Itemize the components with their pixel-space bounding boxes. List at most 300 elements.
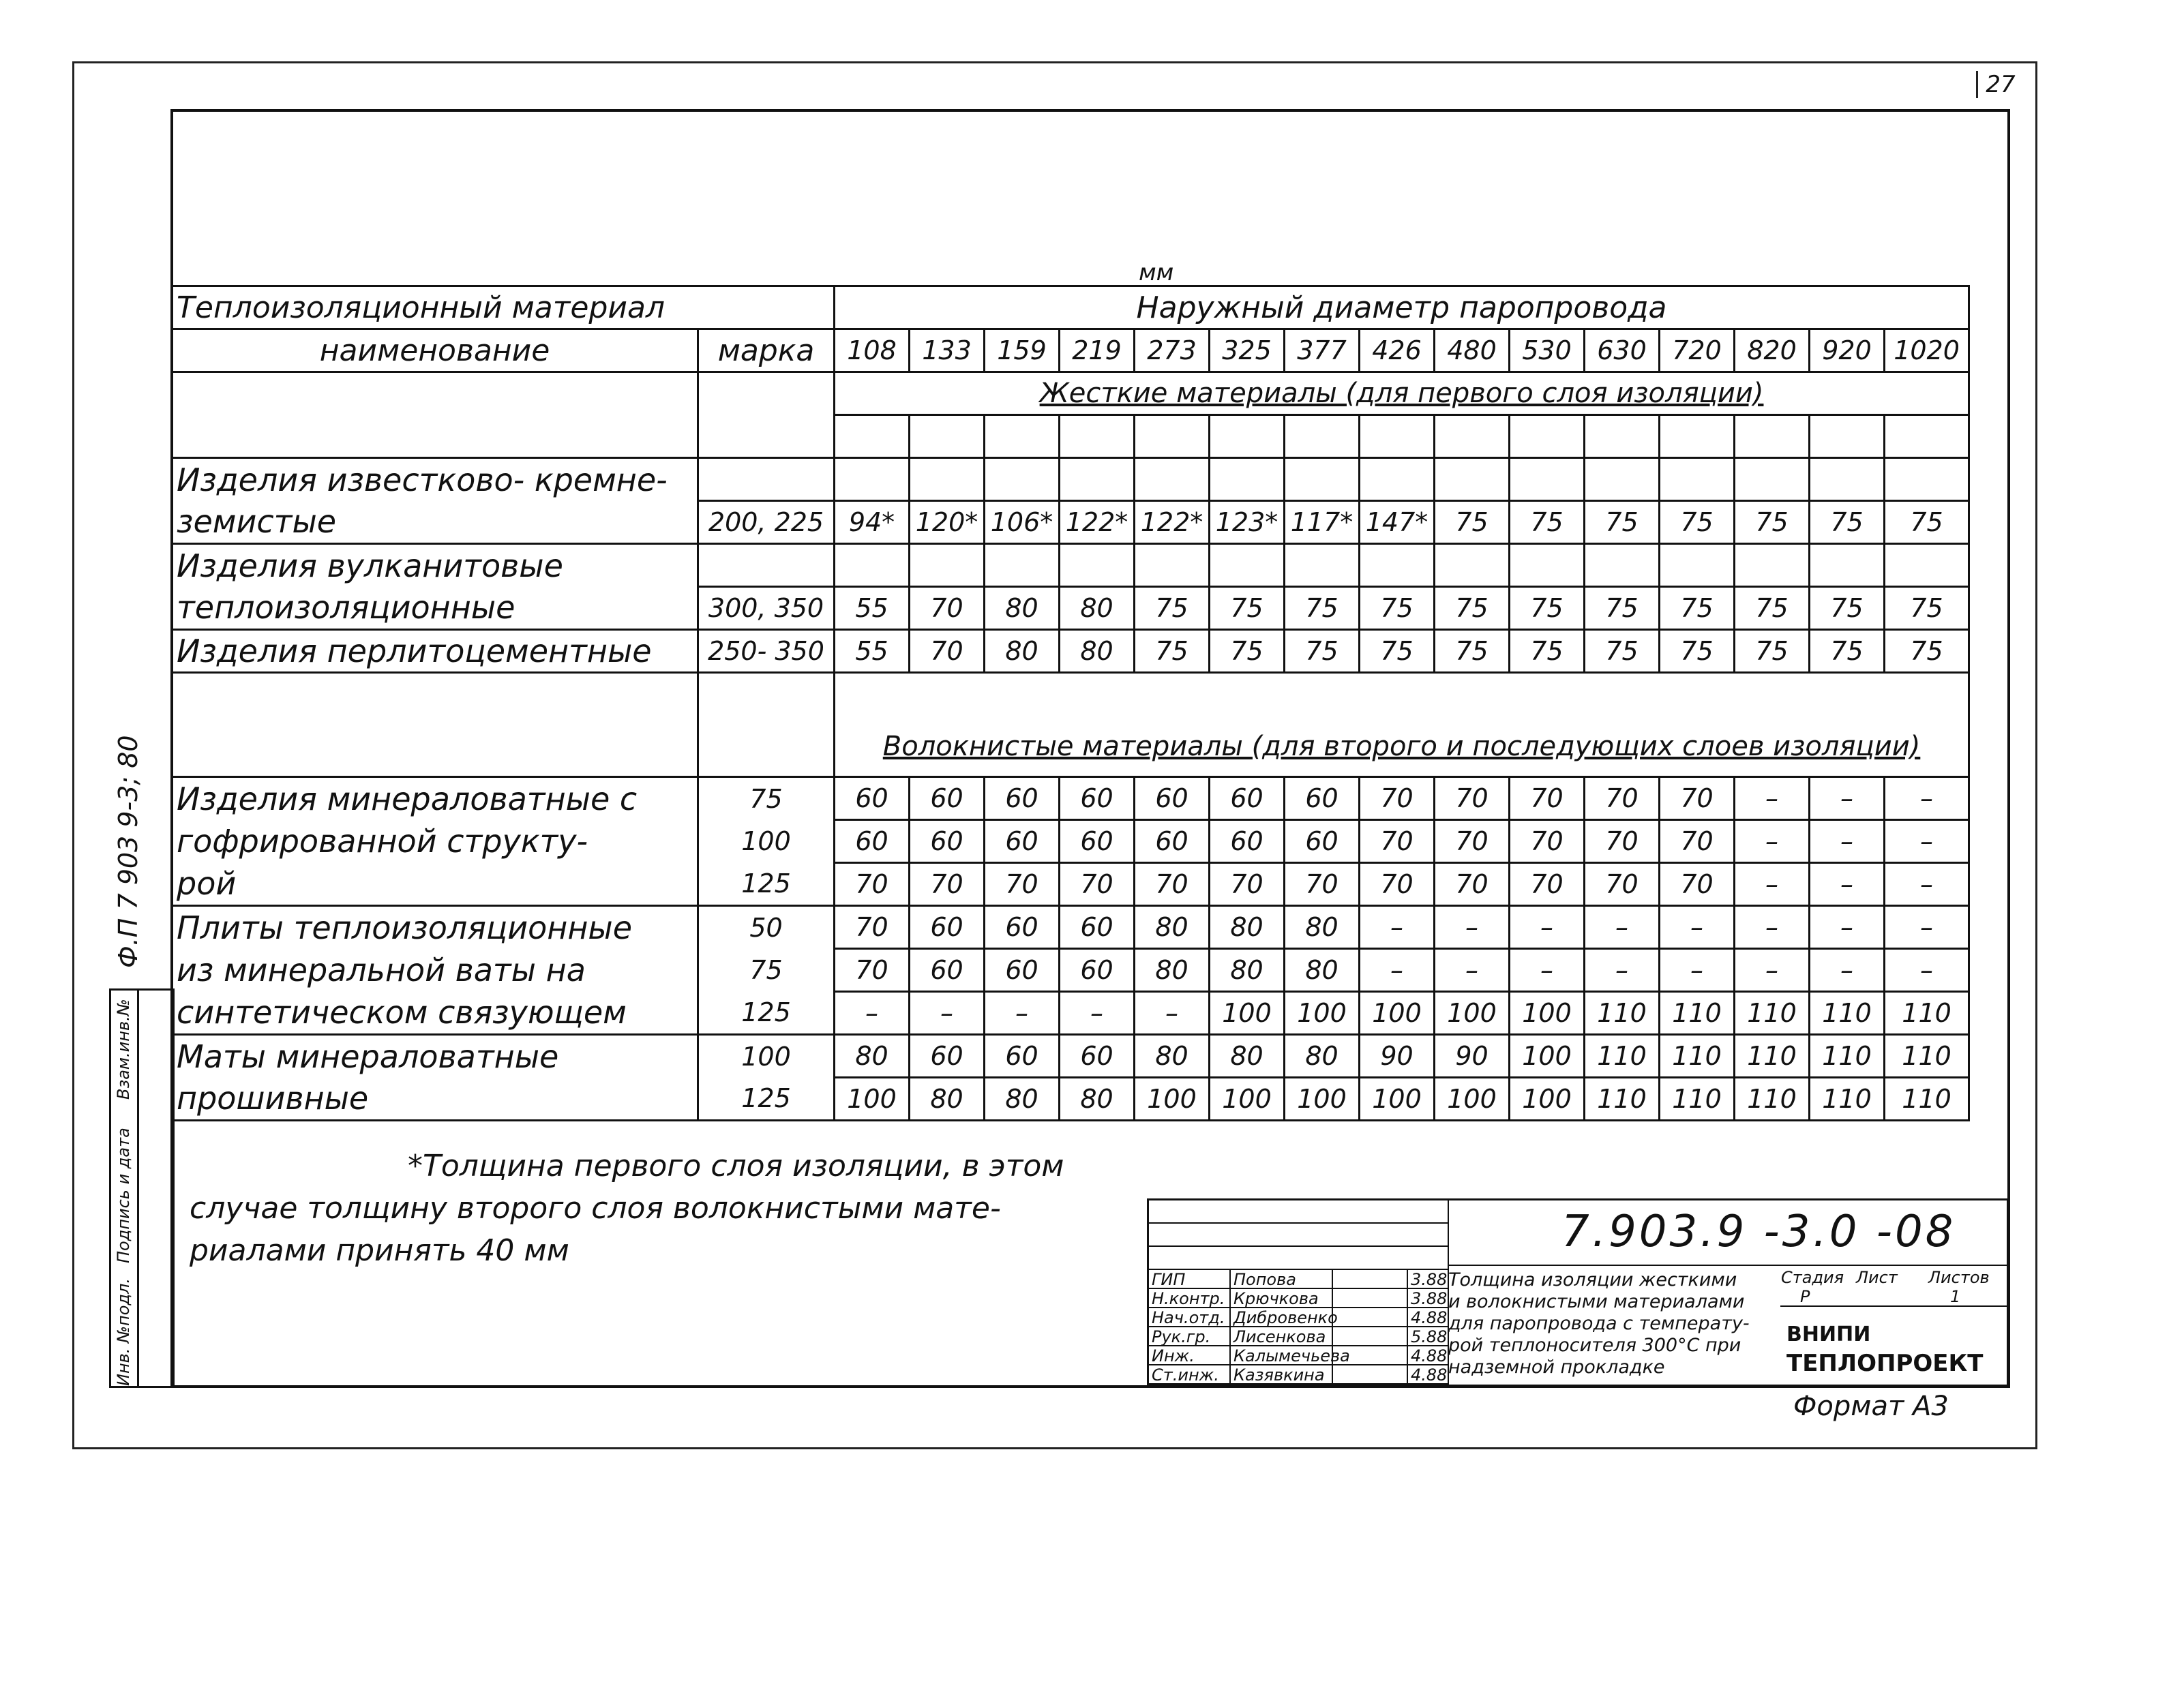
material-grade: 300, 350 bbox=[698, 587, 835, 630]
material-name: Изделия минераловатные с bbox=[172, 777, 698, 820]
blank-cell bbox=[172, 673, 698, 777]
thickness-cell: 60 bbox=[1060, 906, 1135, 949]
thickness-cell: – bbox=[1735, 949, 1810, 992]
thickness-cell: 110 bbox=[1885, 1035, 1969, 1078]
thickness-cell: – bbox=[1660, 906, 1735, 949]
thickness-cell: 110 bbox=[1585, 1035, 1660, 1078]
thickness-cell: 75 bbox=[1735, 630, 1810, 673]
diameter-header: 159 bbox=[985, 329, 1060, 372]
signature bbox=[1333, 1365, 1408, 1385]
thickness-cell: 70 bbox=[1360, 863, 1435, 906]
thickness-cell: 117* bbox=[1285, 501, 1360, 544]
thickness-cell: 70 bbox=[910, 863, 985, 906]
footnote-line: риалами принять 40 мм bbox=[190, 1233, 569, 1268]
blank-cell bbox=[1285, 415, 1360, 458]
sign-date: 3.88 bbox=[1408, 1270, 1449, 1289]
thickness-cell: – bbox=[1135, 992, 1210, 1035]
thickness-cell: 106* bbox=[985, 501, 1060, 544]
diameter-header: 219 bbox=[1060, 329, 1135, 372]
blank-cell bbox=[1060, 415, 1135, 458]
thickness-cell: 110 bbox=[1810, 992, 1885, 1035]
thickness-cell: 80 bbox=[910, 1078, 985, 1121]
thickness-cell: 80 bbox=[985, 587, 1060, 630]
thickness-cell: – bbox=[1510, 906, 1585, 949]
thickness-cell: 75 bbox=[1360, 587, 1435, 630]
thickness-cell: 80 bbox=[985, 1078, 1060, 1121]
blank-cell bbox=[1885, 458, 1969, 501]
thickness-cell: 75 bbox=[1885, 501, 1969, 544]
signer-name: Попова bbox=[1231, 1270, 1333, 1289]
thickness-cell: 75 bbox=[1285, 587, 1360, 630]
thickness-cell: 100 bbox=[1435, 1078, 1510, 1121]
thickness-cell: 75 bbox=[1435, 587, 1510, 630]
thickness-cell: 110 bbox=[1810, 1035, 1885, 1078]
blank-cell bbox=[1510, 458, 1585, 501]
thickness-cell: 75 bbox=[1510, 630, 1585, 673]
blank-cell bbox=[1285, 458, 1360, 501]
blank-cell bbox=[1885, 544, 1969, 587]
thickness-cell: 60 bbox=[835, 777, 910, 820]
blank-cell bbox=[1660, 415, 1735, 458]
material-grade: 200, 225 bbox=[698, 501, 835, 544]
blank-cell bbox=[1885, 415, 1969, 458]
org-name-line2: ТЕПЛОПРОЕКТ bbox=[1786, 1350, 1984, 1377]
thickness-cell: 75 bbox=[1885, 630, 1969, 673]
thickness-cell: 60 bbox=[910, 906, 985, 949]
blank-cell bbox=[698, 372, 835, 458]
thickness-cell: – bbox=[985, 992, 1060, 1035]
thickness-cell: 70 bbox=[1435, 863, 1510, 906]
thickness-cell: 75 bbox=[1810, 630, 1885, 673]
thickness-cell: 60 bbox=[1210, 820, 1285, 863]
thickness-cell: – bbox=[1810, 949, 1885, 992]
thickness-cell: 70 bbox=[1360, 777, 1435, 820]
thickness-cell: 110 bbox=[1810, 1078, 1885, 1121]
stage-value: Р bbox=[1800, 1287, 1810, 1306]
footnote-line: случае толщину второго слоя волокнистыми мате- bbox=[190, 1191, 1001, 1226]
thickness-cell: 75 bbox=[1735, 501, 1810, 544]
thickness-cell: – bbox=[1510, 949, 1585, 992]
thickness-cell: – bbox=[910, 992, 985, 1035]
side-code: Ф.П 7 903 9-3; 80 bbox=[113, 735, 143, 968]
thickness-cell: 100 bbox=[1210, 992, 1285, 1035]
thickness-cell: – bbox=[1360, 906, 1435, 949]
blank-cell bbox=[1810, 458, 1885, 501]
blank-cell bbox=[985, 458, 1060, 501]
thickness-cell: 60 bbox=[1285, 820, 1360, 863]
material-grade: 100 bbox=[698, 1035, 835, 1078]
thickness-cell: 60 bbox=[1060, 820, 1135, 863]
diameter-header: 108 bbox=[835, 329, 910, 372]
signer-role: Инж. bbox=[1149, 1346, 1231, 1365]
blank-cell bbox=[698, 458, 835, 501]
diameter-header: 426 bbox=[1360, 329, 1435, 372]
thickness-cell: 100 bbox=[1360, 992, 1435, 1035]
blank-cell bbox=[1585, 544, 1660, 587]
thickness-cell: 70 bbox=[1585, 777, 1660, 820]
thickness-cell: – bbox=[1435, 906, 1510, 949]
thickness-cell: 70 bbox=[835, 863, 910, 906]
sign-date: 4.88 bbox=[1408, 1365, 1449, 1385]
thickness-cell: – bbox=[1360, 949, 1435, 992]
insulation-table bbox=[170, 285, 1970, 1121]
thickness-cell: 70 bbox=[1210, 863, 1285, 906]
blank-cell bbox=[910, 415, 985, 458]
thickness-cell: 75 bbox=[1135, 587, 1210, 630]
thickness-cell: 70 bbox=[1510, 820, 1585, 863]
title-line: надземной прокладке bbox=[1448, 1357, 1665, 1378]
signature bbox=[1333, 1270, 1408, 1289]
blank-cell bbox=[1585, 458, 1660, 501]
material-name: Маты минераловатные bbox=[172, 1035, 698, 1078]
blank-cell bbox=[172, 372, 698, 458]
material-grade: 75 bbox=[698, 949, 835, 992]
blank-cell bbox=[1210, 458, 1285, 501]
material-name: гофрированной структу- bbox=[172, 820, 698, 863]
blank-cell bbox=[985, 544, 1060, 587]
thickness-cell: 80 bbox=[1210, 906, 1285, 949]
thickness-cell: 70 bbox=[1360, 820, 1435, 863]
thickness-cell: 70 bbox=[1585, 863, 1660, 906]
thickness-cell: 75 bbox=[1435, 501, 1510, 544]
thickness-cell: 80 bbox=[1135, 906, 1210, 949]
thickness-cell: 80 bbox=[1135, 1035, 1210, 1078]
thickness-cell: 70 bbox=[1660, 863, 1735, 906]
thickness-cell: 80 bbox=[1285, 1035, 1360, 1078]
blank-cell bbox=[1435, 415, 1510, 458]
thickness-cell: 60 bbox=[1135, 777, 1210, 820]
thickness-cell: 60 bbox=[985, 1035, 1060, 1078]
diameter-header: 630 bbox=[1585, 329, 1660, 372]
thickness-cell: – bbox=[1885, 777, 1969, 820]
stamp-inv-orig: Инв. №подл. bbox=[114, 1278, 133, 1386]
material-grade: 125 bbox=[698, 1078, 835, 1121]
thickness-cell: – bbox=[1810, 777, 1885, 820]
thickness-cell: 80 bbox=[1060, 1078, 1135, 1121]
stamp-replace-inv: Взам.инв.№ bbox=[114, 999, 133, 1100]
diameter-header: 325 bbox=[1210, 329, 1285, 372]
thickness-cell: 80 bbox=[835, 1035, 910, 1078]
diameter-header: 133 bbox=[910, 329, 985, 372]
thickness-cell: 60 bbox=[985, 777, 1060, 820]
thickness-cell: 60 bbox=[1060, 777, 1135, 820]
signature bbox=[1333, 1289, 1408, 1308]
thickness-cell: – bbox=[1885, 820, 1969, 863]
thickness-cell: 75 bbox=[1585, 501, 1660, 544]
blank-cell bbox=[1135, 415, 1210, 458]
thickness-cell: – bbox=[1060, 992, 1135, 1035]
thickness-cell: 94* bbox=[835, 501, 910, 544]
material-grade: 50 bbox=[698, 906, 835, 949]
signer-name: Казявкина bbox=[1231, 1365, 1333, 1385]
title-line: и волокнистыми материалами bbox=[1448, 1291, 1745, 1312]
thickness-cell: 100 bbox=[1510, 1078, 1585, 1121]
blank-cell bbox=[1510, 415, 1585, 458]
thickness-cell: 70 bbox=[910, 630, 985, 673]
thickness-cell: – bbox=[1885, 863, 1969, 906]
thickness-cell: 60 bbox=[1060, 949, 1135, 992]
blank-cell bbox=[835, 544, 910, 587]
blank-cell bbox=[1660, 544, 1735, 587]
blank-cell bbox=[698, 544, 835, 587]
thickness-cell: 110 bbox=[1585, 992, 1660, 1035]
material-name: Изделия вулканитовые bbox=[172, 544, 698, 587]
diameter-header: 273 bbox=[1135, 329, 1210, 372]
blank-cell bbox=[1810, 544, 1885, 587]
thickness-cell: 75 bbox=[1510, 501, 1585, 544]
thickness-cell: 55 bbox=[835, 587, 910, 630]
signature bbox=[1333, 1308, 1408, 1327]
thickness-cell: 70 bbox=[1660, 820, 1735, 863]
diameter-group-header: Наружный диаметр паропровода bbox=[835, 286, 1969, 329]
material-name: прошивные bbox=[172, 1078, 698, 1121]
material-grade: 75 bbox=[698, 777, 835, 820]
blank-cell bbox=[1360, 544, 1435, 587]
thickness-cell: 70 bbox=[1285, 863, 1360, 906]
signer-role: ГИП bbox=[1149, 1270, 1231, 1289]
material-name: теплоизоляционные bbox=[172, 587, 698, 630]
thickness-cell: – bbox=[1585, 906, 1660, 949]
signer-role: Нач.отд. bbox=[1149, 1308, 1231, 1327]
blank-cell bbox=[910, 544, 985, 587]
thickness-cell: 70 bbox=[1660, 777, 1735, 820]
thickness-cell: 70 bbox=[1060, 863, 1135, 906]
thickness-cell: 75 bbox=[1660, 630, 1735, 673]
blank-cell bbox=[985, 415, 1060, 458]
sheets-label: Листов bbox=[1928, 1268, 1990, 1287]
signature bbox=[1333, 1346, 1408, 1365]
thickness-cell: 90 bbox=[1360, 1035, 1435, 1078]
thickness-cell: 70 bbox=[835, 949, 910, 992]
thickness-cell: 60 bbox=[835, 820, 910, 863]
grade-column-header: марка bbox=[698, 329, 835, 372]
blank-cell bbox=[1435, 458, 1510, 501]
thickness-cell: 60 bbox=[910, 949, 985, 992]
thickness-cell: 80 bbox=[1210, 949, 1285, 992]
org-name-line1: ВНИПИ bbox=[1786, 1323, 1871, 1346]
thickness-cell: – bbox=[1735, 906, 1810, 949]
blank-cell bbox=[1210, 544, 1285, 587]
blank-cell bbox=[835, 458, 910, 501]
thickness-cell: 75 bbox=[1810, 501, 1885, 544]
rigid-section-title: Жесткие материалы (для первого слоя изоляции) bbox=[835, 372, 1969, 415]
blank-cell bbox=[1060, 458, 1135, 501]
signer-name: Лисенкова bbox=[1231, 1327, 1333, 1346]
blank-cell bbox=[1735, 458, 1810, 501]
thickness-cell: 122* bbox=[1135, 501, 1210, 544]
diameter-header: 820 bbox=[1735, 329, 1810, 372]
thickness-cell: 60 bbox=[1060, 1035, 1135, 1078]
signature bbox=[1333, 1327, 1408, 1346]
fibrous-section-title: Волокнистые материалы (для второго и последующих слоев изоляции) bbox=[835, 673, 1969, 777]
document-title bbox=[1448, 1269, 1769, 1378]
thickness-cell: 60 bbox=[910, 1035, 985, 1078]
thickness-cell: 110 bbox=[1735, 1035, 1810, 1078]
material-grade: 125 bbox=[698, 992, 835, 1035]
name-column-header: наименование bbox=[172, 329, 698, 372]
thickness-cell: 75 bbox=[1210, 587, 1285, 630]
blank-cell bbox=[1060, 544, 1135, 587]
thickness-cell: 60 bbox=[1135, 820, 1210, 863]
sign-date: 3.88 bbox=[1408, 1289, 1449, 1308]
material-group-header: Теплоизоляционный материал bbox=[172, 286, 835, 329]
footnote-line: *Толщина первого слоя изоляции, в этом bbox=[408, 1149, 1064, 1183]
blank-cell bbox=[1435, 544, 1510, 587]
thickness-cell: 100 bbox=[1435, 992, 1510, 1035]
thickness-cell: 75 bbox=[1885, 587, 1969, 630]
material-grade: 250- 350 bbox=[698, 630, 835, 673]
thickness-cell: 70 bbox=[1510, 863, 1585, 906]
thickness-cell: 123* bbox=[1210, 501, 1285, 544]
thickness-cell: 80 bbox=[1210, 1035, 1285, 1078]
thickness-cell: 75 bbox=[1585, 587, 1660, 630]
thickness-cell: 75 bbox=[1285, 630, 1360, 673]
blank-cell bbox=[1135, 458, 1210, 501]
document-number: 7.903.9 -3.0 -08 bbox=[1561, 1207, 1956, 1257]
thickness-cell: 60 bbox=[1210, 777, 1285, 820]
blank-cell bbox=[1585, 415, 1660, 458]
thickness-cell: 60 bbox=[910, 777, 985, 820]
thickness-cell: 100 bbox=[1285, 1078, 1360, 1121]
material-name: синтетическом связующем bbox=[172, 992, 698, 1035]
thickness-cell: 70 bbox=[1585, 820, 1660, 863]
side-stamp bbox=[109, 988, 175, 1388]
thickness-cell: 80 bbox=[985, 630, 1060, 673]
diameter-header: 377 bbox=[1285, 329, 1360, 372]
thickness-cell: 100 bbox=[1510, 992, 1585, 1035]
thickness-cell: 60 bbox=[985, 949, 1060, 992]
thickness-cell: 80 bbox=[1135, 949, 1210, 992]
signer-role: Рук.гр. bbox=[1149, 1327, 1231, 1346]
units-label: мм bbox=[1139, 259, 1174, 286]
thickness-cell: 75 bbox=[1135, 630, 1210, 673]
thickness-cell: – bbox=[1660, 949, 1735, 992]
thickness-cell: 80 bbox=[1285, 906, 1360, 949]
thickness-cell: – bbox=[1885, 906, 1969, 949]
sheet-number: 27 bbox=[1976, 71, 2023, 98]
thickness-cell: 75 bbox=[1735, 587, 1810, 630]
stamp-signature-date: Подпись и дата bbox=[114, 1128, 133, 1263]
blank-cell bbox=[1360, 415, 1435, 458]
thickness-cell: 100 bbox=[1135, 1078, 1210, 1121]
thickness-cell: 120* bbox=[910, 501, 985, 544]
blank-cell bbox=[1135, 544, 1210, 587]
thickness-cell: 80 bbox=[1060, 630, 1135, 673]
thickness-cell: 75 bbox=[1360, 630, 1435, 673]
blank-cell bbox=[1660, 458, 1735, 501]
diameter-header: 530 bbox=[1510, 329, 1585, 372]
thickness-cell: – bbox=[1735, 777, 1810, 820]
blank-cell bbox=[1735, 415, 1810, 458]
material-name: из минеральной ваты на bbox=[172, 949, 698, 992]
title-line: рой теплоносителя 300°С при bbox=[1448, 1335, 1741, 1356]
thickness-cell: 70 bbox=[1435, 777, 1510, 820]
thickness-cell: 110 bbox=[1735, 992, 1810, 1035]
thickness-cell: – bbox=[1810, 906, 1885, 949]
thickness-cell: 75 bbox=[1210, 630, 1285, 673]
thickness-cell: 70 bbox=[835, 906, 910, 949]
thickness-cell: 110 bbox=[1885, 992, 1969, 1035]
sign-date: 5.88 bbox=[1408, 1327, 1449, 1346]
thickness-cell: 70 bbox=[910, 587, 985, 630]
thickness-cell: 80 bbox=[1060, 587, 1135, 630]
thickness-cell: 110 bbox=[1885, 1078, 1969, 1121]
blank-cell bbox=[1285, 544, 1360, 587]
blank-cell bbox=[698, 673, 835, 777]
thickness-cell: 110 bbox=[1660, 992, 1735, 1035]
thickness-cell: 147* bbox=[1360, 501, 1435, 544]
sheet-label: Лист bbox=[1856, 1268, 1898, 1287]
blank-cell bbox=[1360, 458, 1435, 501]
material-name: Изделия перлитоцементные bbox=[172, 630, 698, 673]
material-name: рой bbox=[172, 863, 698, 906]
material-name: Плиты теплоизоляционные bbox=[172, 906, 698, 949]
blank-cell bbox=[1810, 415, 1885, 458]
format-label: Формат А3 bbox=[1793, 1391, 1949, 1422]
material-name: земистые bbox=[172, 501, 698, 544]
thickness-cell: – bbox=[1435, 949, 1510, 992]
thickness-cell: 100 bbox=[1210, 1078, 1285, 1121]
thickness-cell: 90 bbox=[1435, 1035, 1510, 1078]
thickness-cell: 70 bbox=[985, 863, 1060, 906]
thickness-cell: 100 bbox=[1360, 1078, 1435, 1121]
blank-cell bbox=[1510, 544, 1585, 587]
material-name: Изделия известково- кремне- bbox=[172, 458, 698, 501]
thickness-cell: – bbox=[1735, 820, 1810, 863]
thickness-cell: 110 bbox=[1660, 1078, 1735, 1121]
thickness-cell: 122* bbox=[1060, 501, 1135, 544]
signer-name: Дибровенко bbox=[1231, 1308, 1333, 1327]
thickness-cell: 70 bbox=[1435, 820, 1510, 863]
sign-date: 4.88 bbox=[1408, 1308, 1449, 1327]
thickness-cell: 110 bbox=[1735, 1078, 1810, 1121]
thickness-cell: 75 bbox=[1510, 587, 1585, 630]
signer-role: Ст.инж. bbox=[1149, 1365, 1231, 1385]
thickness-cell: 100 bbox=[1510, 1035, 1585, 1078]
thickness-cell: – bbox=[1585, 949, 1660, 992]
thickness-cell: – bbox=[835, 992, 910, 1035]
diameter-header: 1020 bbox=[1885, 329, 1969, 372]
signer-name: Крючкова bbox=[1231, 1289, 1333, 1308]
thickness-cell: 60 bbox=[910, 820, 985, 863]
thickness-cell: 75 bbox=[1660, 587, 1735, 630]
blank-cell bbox=[835, 415, 910, 458]
thickness-cell: 75 bbox=[1585, 630, 1660, 673]
thickness-cell: 110 bbox=[1660, 1035, 1735, 1078]
thickness-cell: 100 bbox=[1285, 992, 1360, 1035]
diameter-header: 920 bbox=[1810, 329, 1885, 372]
sign-date: 4.88 bbox=[1408, 1346, 1449, 1365]
thickness-cell: 60 bbox=[985, 906, 1060, 949]
material-grade: 125 bbox=[698, 863, 835, 906]
thickness-cell: 75 bbox=[1435, 630, 1510, 673]
thickness-cell: 70 bbox=[1510, 777, 1585, 820]
thickness-cell: – bbox=[1810, 863, 1885, 906]
blank-cell bbox=[1735, 544, 1810, 587]
thickness-cell: 70 bbox=[1135, 863, 1210, 906]
diameter-header: 480 bbox=[1435, 329, 1510, 372]
diameter-header: 720 bbox=[1660, 329, 1735, 372]
thickness-cell: 55 bbox=[835, 630, 910, 673]
thickness-cell: 60 bbox=[1285, 777, 1360, 820]
footnote bbox=[190, 1145, 1090, 1272]
thickness-cell: 110 bbox=[1585, 1078, 1660, 1121]
thickness-cell: 80 bbox=[1285, 949, 1360, 992]
thickness-cell: 75 bbox=[1660, 501, 1735, 544]
sheets-total: 1 bbox=[1950, 1287, 1961, 1306]
title-line: для паропровода с температу- bbox=[1448, 1313, 1750, 1334]
thickness-cell: – bbox=[1735, 863, 1810, 906]
